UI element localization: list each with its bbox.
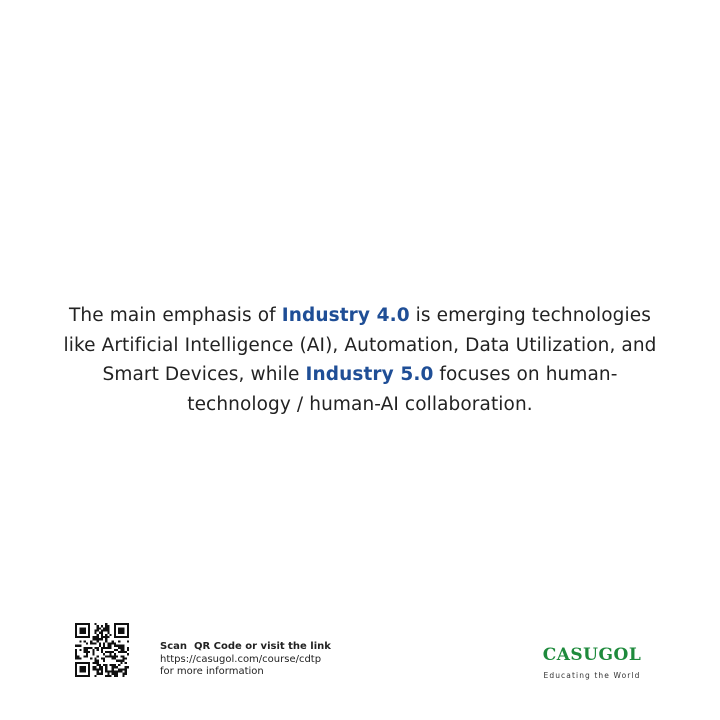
statement-text-2: is emerging technologies like Artificial Intelligence (AI), Automation, Data Utilization, and Smart Devices, while [63, 305, 657, 385]
main-statement [60, 301, 660, 419]
logo-wordmark: CASUGOL [542, 645, 642, 665]
statement-text-1: The main emphasis of [69, 305, 282, 326]
casugol-logo [532, 644, 652, 682]
footer-info [160, 641, 331, 679]
scan-instruction: Scan QR Code or visit the link [160, 641, 331, 652]
industry-4-highlight: Industry 4.0 [281, 305, 410, 326]
qr-code-icon[interactable] [75, 623, 129, 677]
more-info-text: for more information [160, 666, 264, 677]
logo-tagline: Educating the World [543, 671, 641, 680]
industry-5-highlight: Industry 5.0 [305, 364, 434, 385]
statement-text-3: focuses on human-technology / human-AI collaboration. [187, 364, 618, 415]
course-link[interactable]: https://casugol.com/course/cdtp [160, 653, 322, 665]
